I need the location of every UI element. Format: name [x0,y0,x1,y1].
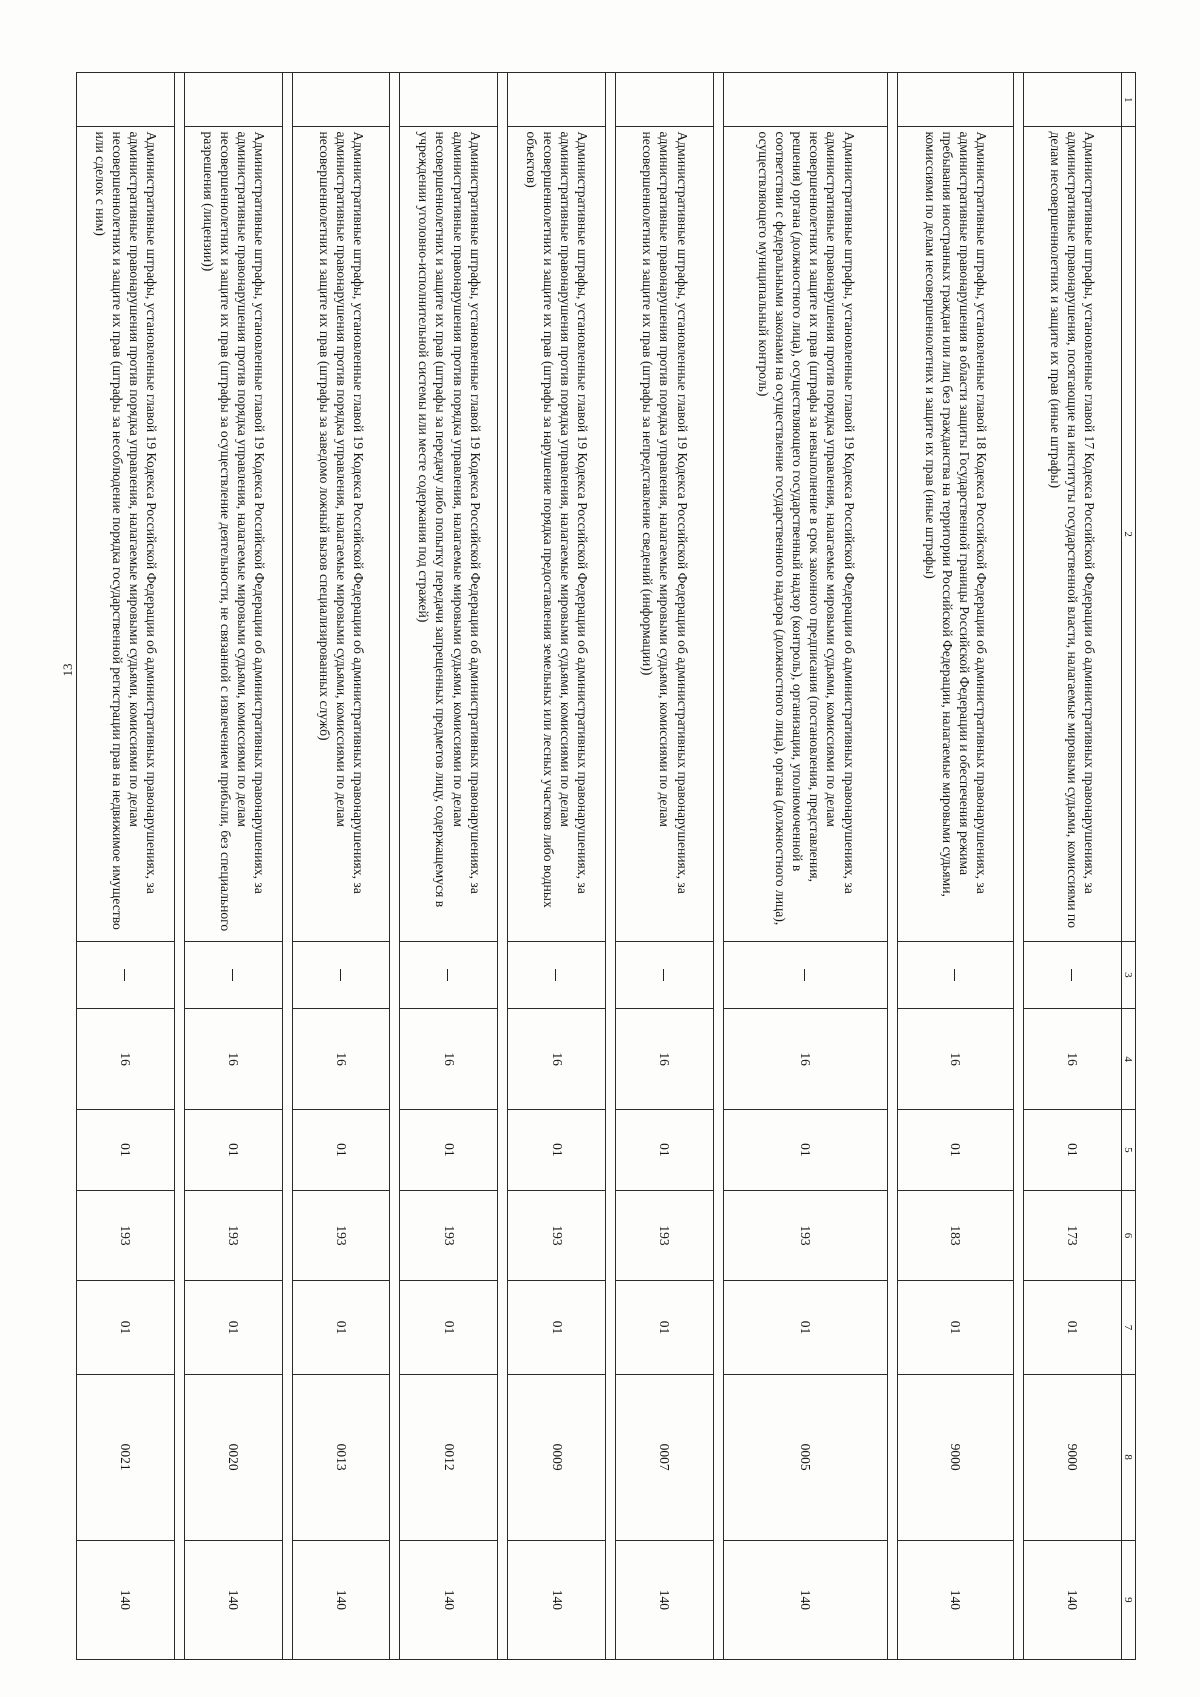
code-cell-7: 01 [184,1281,282,1374]
description-cell: Административные штрафы, установленные главой 17 Кодекса Российской Федерации об административных правонарушениях, за административные правонарушения, посягающие на институты государственной власти, налагаемые мировыми судьями, комиссиями по делам несовершеннолетних и защите их прав (иные штрафы) [1023,127,1121,941]
row-number-cell [615,73,713,127]
header-cell-3: 3 [1121,941,1135,1008]
code-cell-8: 0005 [723,1374,887,1540]
code-cell-8: 9000 [1023,1374,1121,1540]
dash-mark [804,969,805,981]
dash-cell [1023,941,1121,1008]
code-cell-9: 140 [723,1540,887,1659]
header-cell-6: 6 [1121,1190,1135,1281]
row-gap [282,73,292,1660]
table-body [77,73,1136,1660]
code-cell-7: 01 [508,1281,606,1374]
row-gap-cell [605,73,615,1660]
row-number-cell [508,73,606,127]
code-cell-9: 140 [508,1540,606,1659]
code-cell-6: 193 [723,1190,887,1281]
header-cell-5: 5 [1121,1110,1135,1190]
code-cell-9: 140 [292,1540,390,1659]
dash-mark [340,969,341,981]
code-cell-6: 193 [508,1190,606,1281]
code-cell-6: 193 [400,1190,498,1281]
row-gap-cell [498,73,508,1660]
code-cell-6: 173 [1023,1190,1121,1281]
header-row [1121,73,1135,1660]
code-cell-7: 01 [1023,1281,1121,1374]
dash-cell [184,941,282,1008]
code-cell-8: 0020 [184,1374,282,1540]
code-cell-8: 0013 [292,1374,390,1540]
row-gap [605,73,615,1660]
code-cell-7: 01 [77,1281,175,1374]
code-cell-7: 01 [723,1281,887,1374]
code-cell-5: 01 [184,1110,282,1190]
dash-cell [508,941,606,1008]
row-number-cell [400,73,498,127]
table-row [1023,73,1121,1660]
header-cell-2: 2 [1121,127,1135,941]
dash-cell [723,941,887,1008]
code-cell-9: 140 [1023,1540,1121,1659]
description-cell: Административные штрафы, установленные главой 19 Кодекса Российской Федерации об административных правонарушениях, за административные правонарушения против порядка управления, налагаемые мировыми судьями, комиссиями по делам несовершеннолетних и защите их прав (штрафы за заведомо ложный вызов специализированных служб) [292,127,390,941]
page-number: 13 [60,663,75,677]
dash-cell [77,941,175,1008]
row-gap [174,73,184,1660]
code-cell-5: 01 [1023,1110,1121,1190]
header-cell-9: 9 [1121,1540,1135,1659]
dash-cell [400,941,498,1008]
row-gap [1013,73,1023,1660]
code-cell-6: 193 [615,1190,713,1281]
code-cell-6: 183 [898,1190,1014,1281]
header-cell-8: 8 [1121,1374,1135,1540]
code-cell-4: 16 [77,1009,175,1110]
description-cell: Административные штрафы, установленные главой 19 Кодекса Российской Федерации об административных правонарушениях, за административные правонарушения против порядка управления, налагаемые мировыми судьями, комиссиями по делам несовершеннолетних и защите их прав (штрафы за передачу либо попытку передачи запрещенных предметов лицу, содержащемуся в учреждении уголовно-исполнительной системы или месте содержания под стражей) [400,127,498,941]
code-cell-9: 140 [400,1540,498,1659]
row-gap-cell [174,73,184,1660]
code-cell-9: 140 [898,1540,1014,1659]
code-cell-8: 0012 [400,1374,498,1540]
dash-mark [954,969,955,981]
code-cell-8: 9000 [898,1374,1014,1540]
code-cell-4: 16 [508,1009,606,1110]
dash-mark [1071,969,1072,981]
code-cell-4: 16 [1023,1009,1121,1110]
code-cell-9: 140 [184,1540,282,1659]
code-cell-9: 140 [615,1540,713,1659]
table-row [77,73,175,1660]
code-cell-5: 01 [292,1110,390,1190]
row-gap-cell [713,73,723,1660]
row-gap-cell [1013,73,1023,1660]
table-row [184,73,282,1660]
table-row [898,73,1014,1660]
row-gap [888,73,898,1660]
row-gap [390,73,400,1660]
table-row [400,73,498,1660]
dash-mark [447,969,448,981]
table-row [292,73,390,1660]
dash-mark [124,969,125,981]
code-cell-6: 193 [292,1190,390,1281]
code-cell-4: 16 [292,1009,390,1110]
code-cell-7: 01 [292,1281,390,1374]
code-cell-5: 01 [898,1110,1014,1190]
row-number-cell [77,73,175,127]
code-cell-7: 01 [615,1281,713,1374]
row-number-cell [292,73,390,127]
code-cell-6: 193 [77,1190,175,1281]
code-cell-7: 01 [898,1281,1014,1374]
code-cell-5: 01 [723,1110,887,1190]
code-cell-4: 16 [615,1009,713,1110]
description-cell: Административные штрафы, установленные главой 19 Кодекса Российской Федерации об административных правонарушениях, за административные правонарушения против порядка управления, налагаемые мировыми судьями, комиссиями по делам несовершеннолетних и защите их прав (штрафы за нарушение порядка предоставления земельных или лесных участков либо водных объектов) [508,127,606,941]
code-cell-5: 01 [508,1110,606,1190]
budget-code-table [76,72,1136,1660]
description-cell: Административные штрафы, установленные главой 19 Кодекса Российской Федерации об административных правонарушениях, за административные правонарушения против порядка управления, налагаемые мировыми судьями, комиссиями по делам несовершеннолетних и защите их прав (штрафы за непредставление сведений (информации)) [615,127,713,941]
code-cell-8: 0009 [508,1374,606,1540]
dash-cell [898,941,1014,1008]
row-gap [498,73,508,1660]
description-cell: Административные штрафы, установленные главой 19 Кодекса Российской Федерации об административных правонарушениях, за административные правонарушения против порядка управления, налагаемые мировыми судьями, комиссиями по делам несовершеннолетних и защите их прав (штрафы за осуществление деятельности, не связанной с извлечением прибыли, без специального разрешения (лицензии)) [184,127,282,941]
code-cell-4: 16 [184,1009,282,1110]
code-cell-5: 01 [615,1110,713,1190]
description-cell: Административные штрафы, установленные главой 19 Кодекса Российской Федерации об административных правонарушениях, за административные правонарушения против порядка управления, налагаемые мировыми судьями, комиссиями по делам несовершеннолетних и защите их прав (штрафы за невыполнение в срок законного предписания (постановления, представления, решения) органа (должностного лица), осуществляющего государственный надзор (контроль), организации, уполномоченной в соответствии с федеральными законами на осуществление государственного надзора (должностного лица), органа (должностного лица), осуществляющего муниципальный контроль) [723,127,887,941]
dash-cell [615,941,713,1008]
row-gap-cell [888,73,898,1660]
description-cell: Административные штрафы, установленные главой 19 Кодекса Российской Федерации об административных правонарушениях, за административные правонарушения против порядка управления, налагаемые мировыми судьями, комиссиями по делам несовершеннолетних и защите их прав (штрафы за несоблюдение порядка государственной регистрации прав на недвижимое имущество или сделок с ним) [77,127,175,941]
table-row [723,73,887,1660]
description-cell: Административные штрафы, установленные главой 18 Кодекса Российской Федерации об административных правонарушениях, за административные правонарушения в области защиты Государственной границы Российской Федерации и обеспечения режима пребывания иностранных граждан или лиц без гражданства на территории Российской Федерации, налагаемые мировыми судьями, комиссиями по делам несовершеннолетних и защите их прав (иные штрафы) [898,127,1014,941]
code-cell-5: 01 [400,1110,498,1190]
header-cell-4: 4 [1121,1009,1135,1110]
row-number-cell [723,73,887,127]
dash-mark [232,969,233,981]
dash-mark [663,969,664,981]
row-number-cell [898,73,1014,127]
code-cell-8: 0007 [615,1374,713,1540]
code-cell-9: 140 [77,1540,175,1659]
dash-cell [292,941,390,1008]
row-number-cell [1023,73,1121,127]
code-cell-4: 16 [898,1009,1014,1110]
row-number-cell [184,73,282,127]
code-cell-7: 01 [400,1281,498,1374]
table-row [508,73,606,1660]
header-cell-1: 1 [1121,73,1135,127]
code-cell-8: 0021 [77,1374,175,1540]
code-cell-4: 16 [723,1009,887,1110]
code-cell-6: 193 [184,1190,282,1281]
row-gap [713,73,723,1660]
row-gap-cell [282,73,292,1660]
rotated-table-wrapper [76,72,1136,1660]
dash-mark [555,969,556,981]
row-gap-cell [390,73,400,1660]
code-cell-4: 16 [400,1009,498,1110]
table-row [615,73,713,1660]
header-cell-7: 7 [1121,1281,1135,1374]
code-cell-5: 01 [77,1110,175,1190]
